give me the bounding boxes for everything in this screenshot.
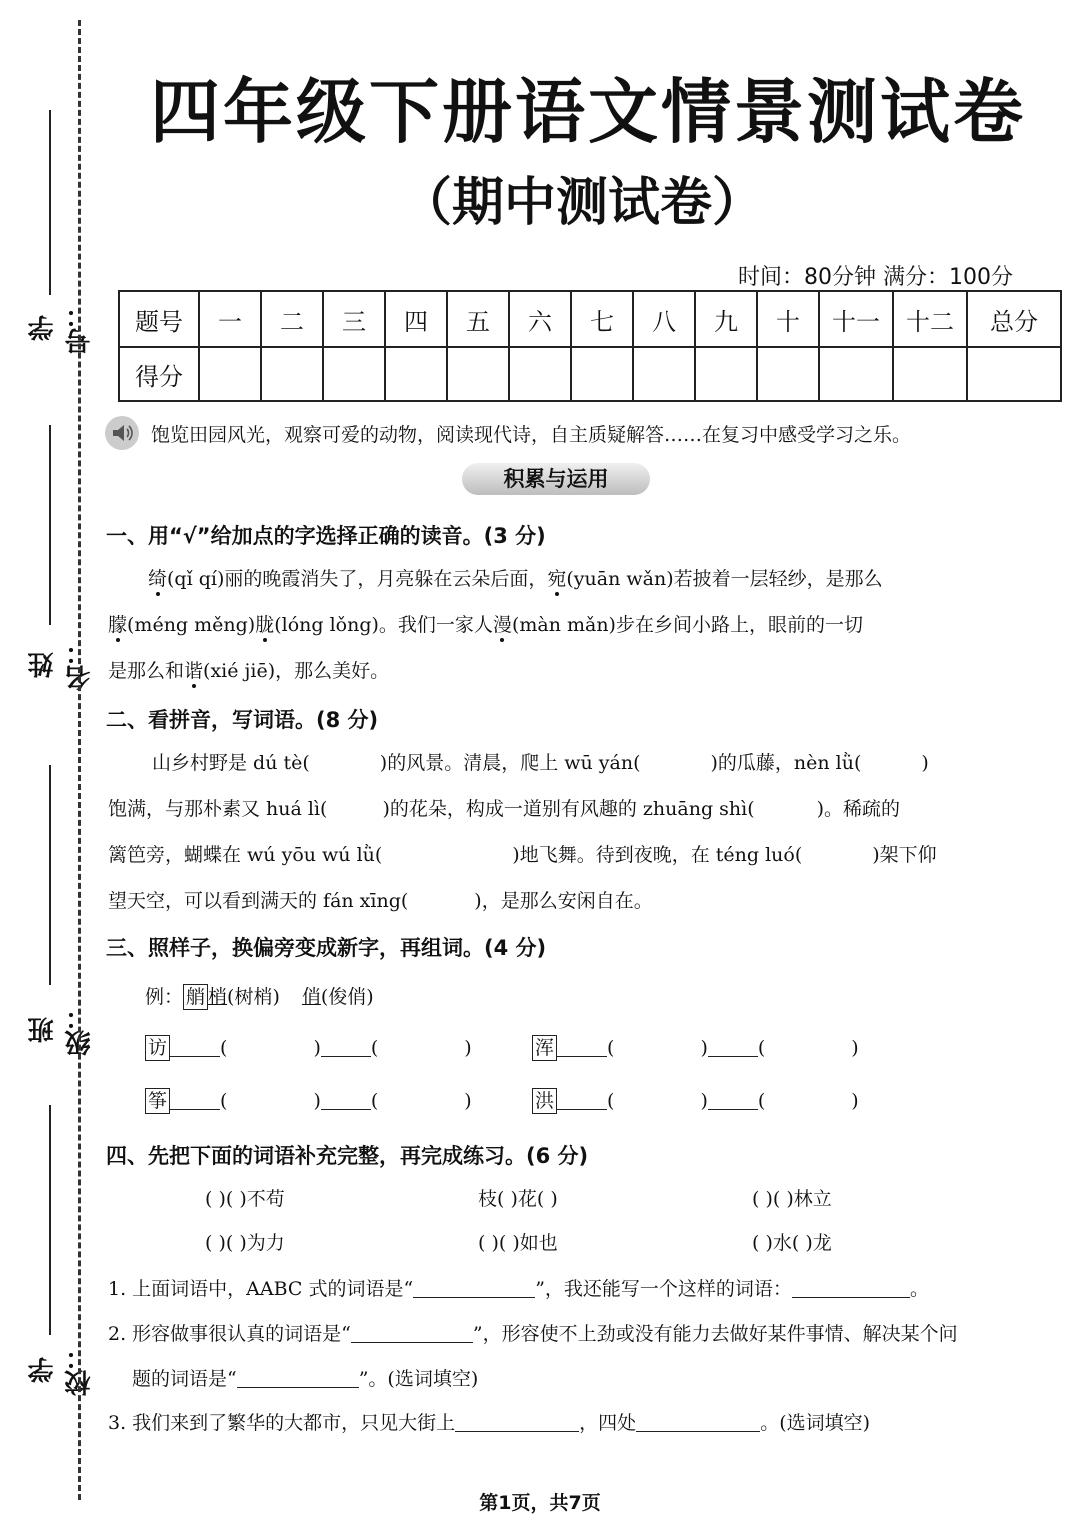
student-id-label: 学号：: [28, 302, 95, 354]
score-cell-total[interactable]: [967, 347, 1061, 401]
name-label: 姓名：: [28, 639, 95, 691]
class-line: [49, 765, 51, 985]
idiom[interactable]: ( )( )不苟: [205, 1188, 285, 1210]
example-word: (树梢): [227, 986, 280, 1008]
dotted-char: 谐: [184, 660, 204, 682]
paren: ): [313, 1090, 321, 1112]
student-id-line: [49, 110, 51, 295]
q1-text: 是那么和: [108, 660, 185, 682]
q4-text: 2. 形容做事很认真的词语是“: [108, 1323, 351, 1345]
q2-line4: [108, 886, 653, 913]
paren: ): [313, 1037, 321, 1059]
q1-line3: [108, 656, 389, 683]
score-cell[interactable]: [199, 347, 261, 401]
q2-text: )架下仰: [872, 844, 937, 866]
score-col-total: 总分: [967, 291, 1061, 347]
blank-line[interactable]: [455, 1411, 579, 1432]
score-cell[interactable]: [261, 347, 323, 401]
blank-line[interactable]: [636, 1411, 760, 1432]
q1-line2: [108, 610, 863, 637]
score-cell[interactable]: [757, 347, 819, 401]
q2-text: )地飞舞。待到夜晚，在 téng luó(: [512, 844, 803, 866]
time-info: 时间：80分钟 满分：100分: [738, 265, 1013, 290]
q1-text: (qǐ qí)丽的晚霞消失了，月亮躲在云朵后面，: [167, 568, 548, 590]
school-line: [49, 1105, 51, 1335]
q4-text: ，四处: [579, 1412, 637, 1434]
q3-char-box: 访: [145, 1035, 170, 1061]
q4-text: 1. 上面词语中，AABC 式的词语是“: [108, 1278, 414, 1300]
score-row1-label: 题号: [119, 291, 199, 347]
q2-line1: [152, 748, 929, 775]
paren: (: [370, 1037, 379, 1059]
blank-line[interactable]: [237, 1367, 359, 1388]
q4-sub3: [108, 1408, 870, 1435]
q1-text: (lóng lǒng)。我们一家人: [274, 614, 493, 636]
q2-text: ): [921, 752, 929, 774]
q2-text: 篱笆旁，蝴蝶在 wú yōu wú lǜ(: [108, 844, 383, 866]
q2-text: )，是那么安闲自在。: [474, 890, 653, 912]
q3-item: [532, 1035, 859, 1061]
class-label: 班级：: [28, 1004, 95, 1056]
paren: (: [220, 1037, 228, 1059]
q2-text: 山乡村野是 dú tè(: [152, 752, 310, 774]
q2-text: 望天空，可以看到满天的 fán xīng(: [108, 890, 409, 912]
score-cell[interactable]: [385, 347, 447, 401]
q2-text: )。稀疏的: [816, 798, 901, 820]
q1-text: (màn mǎn)步在乡间小路上，眼前的一切: [511, 614, 863, 636]
name-line: [49, 425, 51, 625]
example-char: 俏: [301, 986, 321, 1008]
section-banner: 积累与运用: [462, 463, 650, 495]
idiom[interactable]: ( )( )如也: [478, 1232, 558, 1254]
intro-text: 饱览田园风光，观察可爱的动物，阅读现代诗，自主质疑解答……在复习中感受学习之乐。: [151, 423, 912, 446]
q3-item: [532, 1088, 859, 1114]
q4-text: 。(选词填空): [760, 1412, 871, 1434]
paren: ): [851, 1090, 859, 1112]
q3-heading: 三、照样子，换偏旁变成新字，再组词。(4 分): [106, 936, 547, 960]
score-col: 二: [261, 291, 323, 347]
q4-text: 3. 我们来到了繁华的大都市，只见大街上: [108, 1412, 456, 1434]
score-col: 五: [447, 291, 509, 347]
idiom[interactable]: ( )( )为力: [205, 1232, 285, 1254]
dotted-char: 漫: [492, 614, 512, 636]
q4-sub2-cont: [132, 1364, 478, 1391]
paren: ): [700, 1090, 708, 1112]
score-cell[interactable]: [509, 347, 571, 401]
speaker-icon: [105, 416, 139, 450]
score-table: [118, 290, 1062, 402]
paren: (: [607, 1090, 615, 1112]
paren: ): [700, 1037, 708, 1059]
page-title: 四年级下册语文情景测试卷: [150, 71, 1026, 153]
paren: ): [464, 1037, 472, 1059]
example-char: 梢: [208, 986, 228, 1008]
score-cell[interactable]: [447, 347, 509, 401]
blank-line[interactable]: [792, 1277, 910, 1298]
q2-text: )的花朵，构成一道别有风趣的 zhuāng shì(: [382, 798, 755, 820]
score-col: 八: [633, 291, 695, 347]
score-cell[interactable]: [695, 347, 757, 401]
page-subtitle: （期中测试卷）: [400, 173, 765, 233]
score-col: 十: [757, 291, 819, 347]
school-label: 学校：: [28, 1344, 95, 1396]
blank-line[interactable]: [321, 1089, 371, 1110]
blank-line[interactable]: [170, 1089, 220, 1110]
paren: (: [757, 1090, 766, 1112]
q4-text: ”。(选词填空): [358, 1368, 479, 1390]
score-col: 十二: [893, 291, 967, 347]
dotted-char: 胧: [255, 614, 275, 636]
cut-line: [78, 20, 81, 1500]
dotted-char: 宛: [547, 568, 567, 590]
score-cell[interactable]: [893, 347, 967, 401]
q4-sub1: [108, 1274, 929, 1301]
idiom[interactable]: ( )( )林立: [752, 1188, 832, 1210]
score-col: 三: [323, 291, 385, 347]
score-col: 七: [571, 291, 633, 347]
q1-heading: 一、用“√”给加点的字选择正确的读音。(3 分): [106, 524, 546, 548]
blank-line[interactable]: [413, 1277, 535, 1298]
q4-sub2: [108, 1319, 958, 1346]
q1-text: (xié jiē)，那么美好。: [203, 660, 390, 682]
blank-line[interactable]: [351, 1322, 473, 1343]
q4-text: ”，我还能写一个这样的词语：: [535, 1278, 792, 1300]
example-prefix: 例：: [145, 986, 184, 1008]
q2-text: )的风景。清晨，爬上 wū yán(: [379, 752, 641, 774]
blank-line[interactable]: [708, 1036, 758, 1057]
score-col: 四: [385, 291, 447, 347]
paren: (: [370, 1090, 379, 1112]
score-cell[interactable]: [819, 347, 893, 401]
blank-line[interactable]: [170, 1036, 220, 1057]
q3-char-box: 筝: [145, 1088, 170, 1114]
q2-text: 饱满，与那朴素又 huá lì(: [108, 798, 328, 820]
q3-item: [145, 1035, 472, 1061]
paren: (: [757, 1037, 766, 1059]
q1-text: (yuān wǎn)若披着一层轻纱，是那么: [566, 568, 883, 590]
q3-char-box: 浑: [532, 1035, 557, 1061]
q1-text: (méng měng): [127, 614, 256, 636]
q1-line1: [148, 564, 883, 591]
dotted-char: 朦: [108, 614, 128, 636]
q2-line2: [108, 794, 900, 821]
score-cell[interactable]: [323, 347, 385, 401]
paren: (: [220, 1090, 228, 1112]
dotted-char: 绮: [148, 568, 168, 590]
score-row2-label: 得分: [119, 347, 199, 401]
q3-item: [145, 1088, 472, 1114]
page-number: 第1页，共7页: [479, 1492, 601, 1514]
blank-line[interactable]: [557, 1036, 607, 1057]
example-box: 艄: [183, 984, 208, 1010]
idiom[interactable]: ( )水( )龙: [752, 1232, 832, 1254]
score-col: 九: [695, 291, 757, 347]
score-cell[interactable]: [633, 347, 695, 401]
q2-line3: [108, 840, 937, 867]
intro: [105, 416, 911, 450]
q4-text: 。: [909, 1278, 929, 1300]
q2-heading: 二、看拼音，写词语。(8 分): [106, 708, 379, 732]
score-col: 六: [509, 291, 571, 347]
q4-heading: 四、先把下面的词语补充完整，再完成练习。(6 分): [106, 1144, 589, 1168]
blank-line[interactable]: [708, 1089, 758, 1110]
q3-char-box: 洪: [532, 1088, 557, 1114]
q2-text: )的瓜藤，nèn lǜ(: [710, 752, 862, 774]
idiom[interactable]: 枝( )花( ): [478, 1188, 558, 1210]
blank-line[interactable]: [321, 1036, 371, 1057]
q3-example: [145, 982, 374, 1010]
paren: (: [607, 1037, 615, 1059]
paren: ): [464, 1090, 472, 1112]
paren: ): [851, 1037, 859, 1059]
blank-line[interactable]: [557, 1089, 607, 1110]
score-col: 十一: [819, 291, 893, 347]
example-word: (俊俏): [320, 986, 374, 1008]
score-col: 一: [199, 291, 261, 347]
q4-text: ”，形容使不上劲或没有能力去做好某件事情、解决某个问: [472, 1323, 958, 1345]
q4-text: 题的词语是“: [132, 1368, 237, 1390]
score-cell[interactable]: [571, 347, 633, 401]
